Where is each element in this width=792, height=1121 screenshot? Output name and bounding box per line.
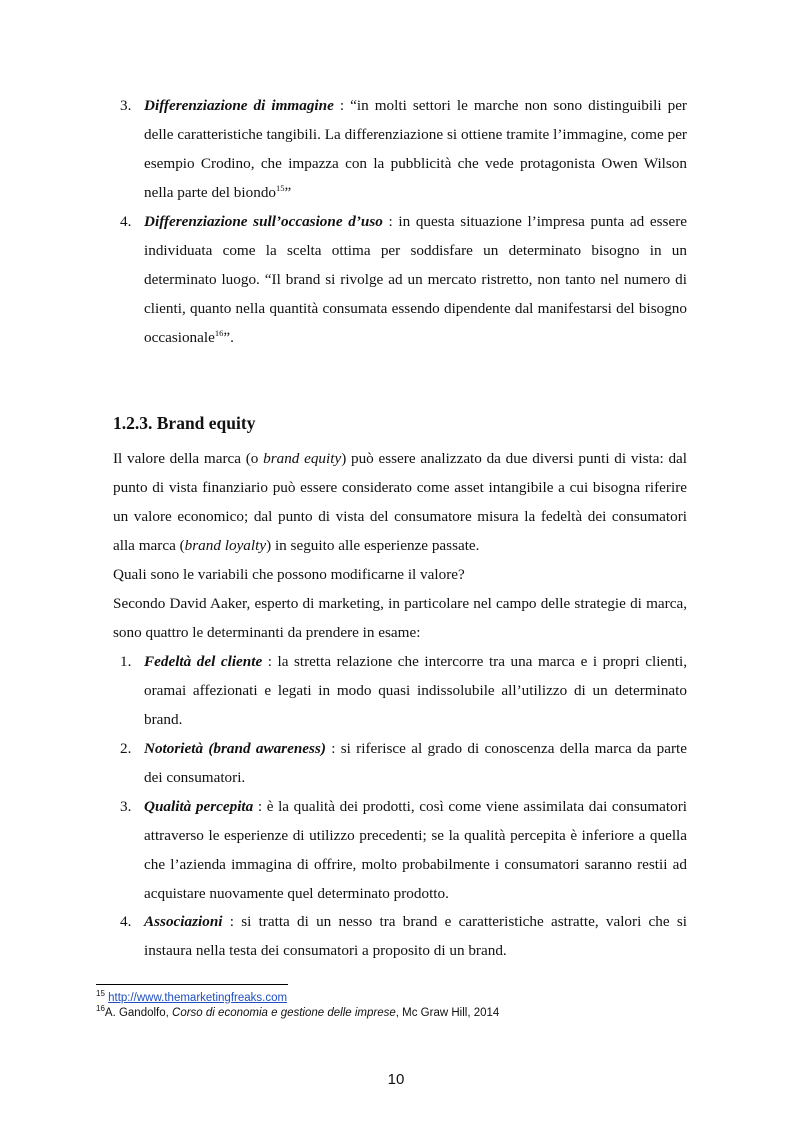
list-term: Notorietà (brand awareness)	[144, 740, 326, 757]
footnote-publisher: , Mc Graw Hill, 2014	[395, 1007, 500, 1019]
paragraph-aaker: Secondo David Aaker, esperto di marketing, in particolare nel campo delle strategie di marca, sono quattro le determinanti da prendere in esame:	[113, 595, 687, 641]
list-term: Differenziazione sull’occasione d’uso	[144, 213, 383, 230]
paragraph-brand-equity	[113, 444, 687, 560]
list-term: Differenziazione di immagine	[144, 97, 334, 114]
list-text: : “in molti settori le marche non sono distinguibili per delle caratteristiche tangibili. La differenziazione si ottiene tramite l’immagine, come per esempio Crodino, che impazza con la pubblicità che vede protagonista Owen Wilson nella parte del biondo	[144, 97, 687, 201]
list-term: Qualità percepita	[144, 798, 254, 815]
footnote-number: 15	[96, 989, 105, 999]
footnote-number: 16	[96, 1004, 105, 1014]
list-term: Associazioni	[144, 913, 223, 930]
list-number: 4.	[120, 913, 132, 930]
footnote-author: A. Gandolfo,	[104, 1007, 173, 1019]
list-text: : è la qualità dei prodotti, così come viene assimilata dai consumatori attraverso le esperienze di utilizzo precedenti; se la qualità percepita è inferiore a quella che l’azienda immagina di offrire, molto probabilmente i consumatori saranno restii ad acquistare nuovamente quel determinato prodotto.	[144, 798, 687, 902]
section-heading: 1.2.3. Brand equity	[113, 413, 256, 433]
list-item-associazioni	[113, 907, 687, 965]
footnote-ref-15[interactable]: 15	[276, 182, 285, 193]
list-item-qualita	[113, 792, 687, 908]
list-number: 3.	[120, 97, 132, 114]
footnote-title: Corso di economia e gestione delle imprese	[172, 1007, 396, 1019]
footnote-divider	[96, 984, 288, 985]
emphasis-brand-equity: brand equity	[263, 450, 342, 467]
list-item-notorieta	[113, 734, 687, 792]
list-number: 3.	[120, 798, 132, 815]
list-text-end: ”	[284, 184, 292, 201]
footnote-link[interactable]: http://www.themarketingfreaks.com	[108, 992, 288, 1004]
list-text: : si riferisce al grado di conoscenza della marca da parte dei consumatori.	[144, 740, 687, 786]
list-term: Fedeltà del cliente	[144, 653, 263, 670]
list-number: 1.	[120, 653, 132, 670]
footnote-16	[96, 1006, 499, 1021]
footnote-ref-16[interactable]: 16	[214, 327, 224, 338]
emphasis-brand-loyalty: brand loyalty	[184, 537, 267, 554]
list-number: 2.	[120, 740, 132, 757]
paragraph-text: ) in seguito alle esperienze passate.	[266, 537, 480, 554]
paragraph-text: Il valore della marca (o	[113, 450, 264, 467]
list-item-differenziazione-occasione	[113, 207, 687, 352]
list-text: : la stretta relazione che intercorre tra una marca e i propri clienti, oramai affezionati e legati in modo quasi indissolubile all’utilizzo di un determinato brand.	[144, 653, 687, 728]
list-text-end: ”.	[223, 329, 234, 346]
paragraph-text: ) può essere analizzato da due diversi punti di vista: dal punto di vista finanziario può essere considerato come asset intangibile a cui bisogna riferire un valore economico; dal punto di vista del consumatore misura la fedeltà dei consumatori alla marca (	[113, 450, 687, 554]
list-text: : in questa situazione l’impresa punta ad essere individuata come la scelta ottima per soddisfare un determinato bisogno in un determinato luogo. “Il brand si rivolge ad un mercato ristretto, non tanto nel numero di clienti, quanto nella quantità consumata essendo dipendente dal manifestarsi del bisogno occasionale	[144, 213, 687, 346]
list-number: 4.	[120, 213, 132, 230]
list-item-differenziazione-immagine	[113, 91, 687, 207]
paragraph-question: Quali sono le variabili che possono modificarne il valore?	[113, 566, 465, 583]
list-item-fedelta	[113, 647, 687, 734]
footnote-15	[96, 991, 287, 1006]
list-text: : si tratta di un nesso tra brand e caratteristiche astratte, valori che si instaura nella testa dei consumatori a proposito di un brand.	[144, 913, 687, 959]
page-number: 10	[387, 1071, 405, 1088]
